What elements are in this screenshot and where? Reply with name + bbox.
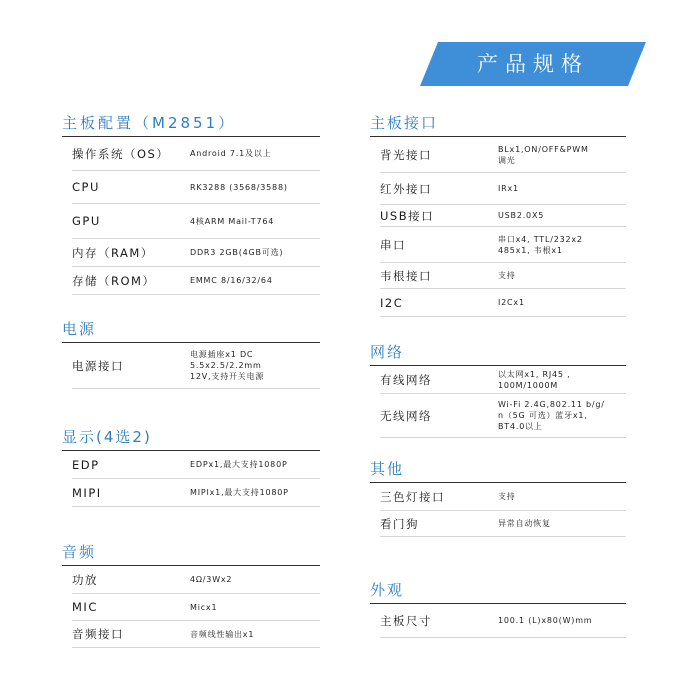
spec-label: MIPI	[72, 485, 102, 500]
spec-value: EDPx1,最大支持1080P	[190, 460, 288, 469]
spec-row-wired	[380, 366, 626, 394]
spec-label: 音频接口	[72, 627, 124, 641]
spec-value: USB2.0X5	[498, 211, 545, 220]
section-interfaces	[370, 112, 626, 317]
spec-label: I2C	[380, 295, 404, 310]
spec-row-board-size	[380, 604, 626, 638]
spec-label: CPU	[72, 180, 100, 194]
section-title-appearance: 外观	[370, 581, 405, 599]
spec-label: 主板尺寸	[380, 613, 432, 628]
section-title-display: 显示(4选2)	[62, 428, 152, 446]
spec-row-rom	[72, 267, 320, 295]
section-title-power: 电源	[62, 320, 97, 338]
section-mainboard	[62, 112, 320, 295]
spec-value: 音频线性输出x1	[190, 629, 255, 639]
spec-row-tricolor-light	[380, 483, 626, 511]
spec-row-os	[72, 137, 320, 171]
section-power	[62, 318, 320, 389]
spec-row-watchdog	[380, 511, 626, 537]
spec-value: EMMC 8/16/32/64	[190, 276, 273, 285]
spec-value: I2Cx1	[498, 298, 525, 307]
spec-label: 内存（RAM）	[72, 245, 154, 260]
spec-row-audio-port	[72, 621, 320, 648]
section-appearance	[370, 579, 626, 638]
spec-row-gpu	[72, 204, 320, 239]
spec-label: EDP	[72, 457, 100, 472]
spec-value: 异常自动恢复	[498, 519, 551, 528]
spec-label: 看门狗	[380, 516, 419, 531]
spec-label: 操作系统（OS）	[72, 146, 170, 161]
spec-label: 韦根接口	[380, 268, 432, 283]
spec-value: MIPIx1,最大支持1080P	[190, 488, 289, 497]
spec-value: 100.1 (L)x80(W)mm	[498, 616, 593, 625]
spec-row-backlight	[380, 137, 626, 173]
banner-title: 产品规格	[477, 52, 589, 76]
spec-row-cpu	[72, 171, 320, 204]
section-title-audio: 音频	[62, 543, 97, 561]
spec-label: 串口	[380, 237, 406, 252]
spec-row-wiegand	[380, 263, 626, 289]
spec-value: 以太网x1, RJ45 , 100M/1000M	[498, 369, 571, 390]
spec-label: 功放	[72, 572, 98, 587]
spec-row-infrared	[380, 173, 626, 205]
section-other	[370, 458, 626, 537]
spec-label: 背光接口	[380, 147, 432, 162]
spec-row-mipi	[72, 479, 320, 507]
spec-value: DDR3 2GB(4GB可选)	[190, 248, 284, 257]
spec-label: 有线网络	[380, 372, 432, 387]
spec-value: Android 7.1及以上	[190, 149, 272, 158]
spec-row-serial	[380, 227, 626, 263]
section-title-network: 网络	[370, 343, 405, 361]
spec-label: MIC	[72, 600, 98, 614]
spec-value: 4核ARM Mail-T764	[190, 216, 275, 226]
spec-row-mic	[72, 594, 320, 621]
spec-value: 4Ω/3Wx2	[190, 575, 233, 584]
spec-row-i2c	[380, 289, 626, 317]
spec-value: 支持	[498, 492, 516, 501]
spec-row-amplifier	[72, 566, 320, 594]
spec-row-power	[72, 343, 320, 389]
spec-row-usb	[380, 205, 626, 227]
section-title-mainboard: 主板配置（M2851）	[62, 114, 237, 132]
spec-row-wireless	[380, 394, 626, 438]
spec-value: IRx1	[498, 184, 519, 193]
section-display	[62, 426, 320, 507]
spec-value: Wi-Fi 2.4G,802.11 b/g/ n（5G 可选）蓝牙x1, BT4.0以上	[498, 400, 605, 431]
spec-label: USB接口	[380, 208, 435, 223]
section-audio	[62, 541, 320, 648]
spec-label: 无线网络	[380, 408, 432, 423]
spec-label: 红外接口	[380, 181, 432, 196]
spec-value: 支持	[498, 271, 516, 280]
section-title-interfaces: 主板接口	[370, 114, 439, 132]
spec-label: 三色灯接口	[380, 489, 445, 504]
section-network	[370, 341, 626, 438]
spec-label: 存储（ROM）	[72, 273, 156, 288]
spec-row-ram	[72, 239, 320, 267]
spec-value: BLx1,ON/OFF&PWM 调光	[498, 144, 589, 165]
spec-label: GPU	[72, 214, 101, 228]
spec-value: Micx1	[190, 602, 218, 612]
spec-value: RK3288 (3568/3588)	[190, 182, 288, 192]
spec-row-edp	[72, 451, 320, 479]
section-title-other: 其他	[370, 460, 405, 478]
spec-label: 电源接口	[72, 358, 124, 373]
spec-value: 电源插座x1 DC 5.5x2.5/2.2mm 12V,支持开关电源	[190, 350, 265, 381]
page-banner	[420, 42, 646, 86]
spec-value: 串口x4, TTL/232x2 485x1, 韦根x1	[498, 234, 583, 255]
